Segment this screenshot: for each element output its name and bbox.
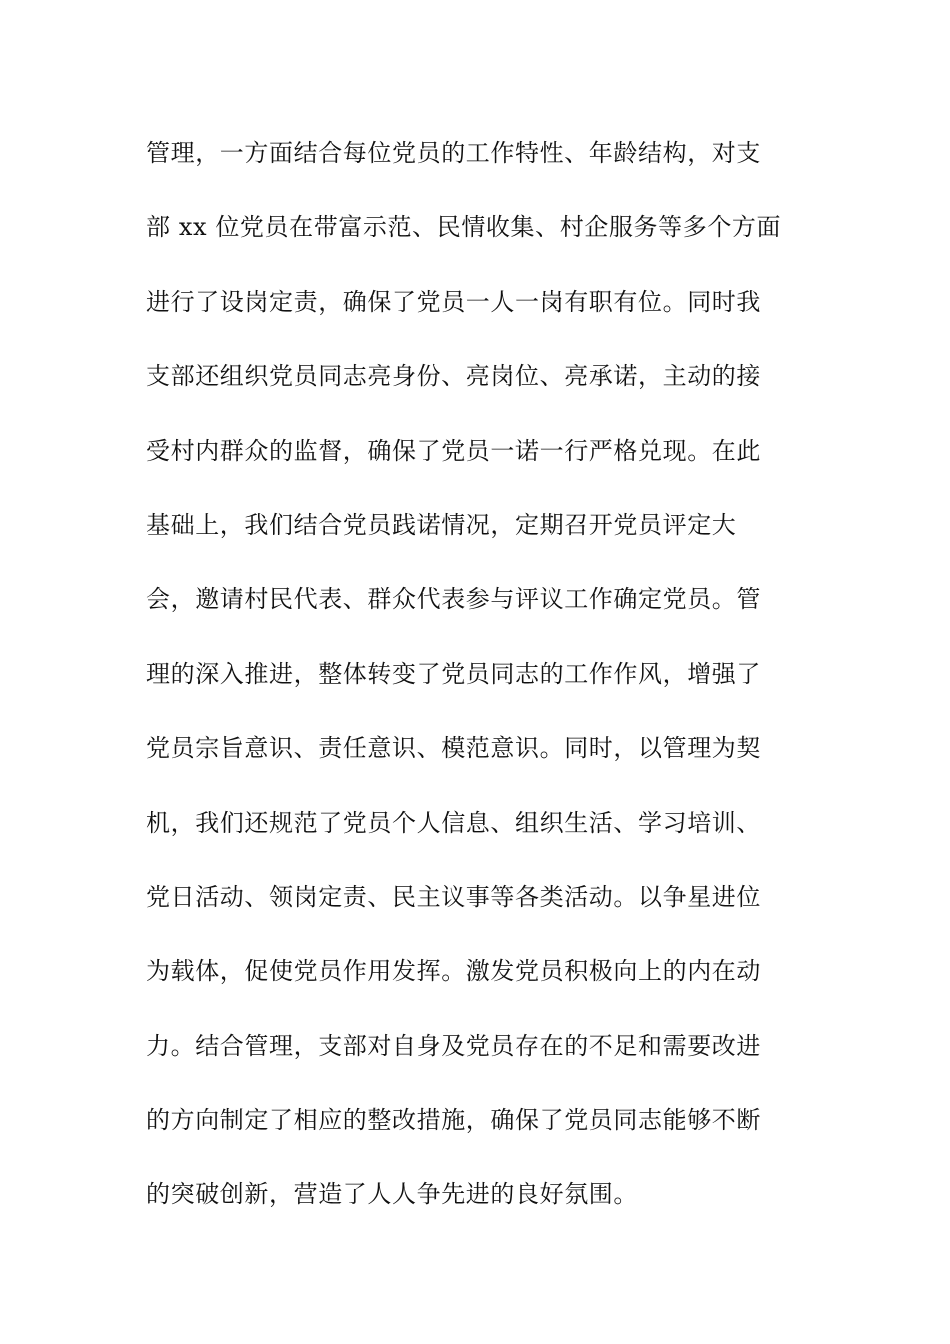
paragraph-line: 机，我们还规范了党员个人信息、组织生活、学习培训、 — [146, 808, 761, 837]
paragraph-line: 会，邀请村民代表、群众代表参与评议工作确定党员。管 — [146, 585, 761, 614]
paragraph-line: 管理，一方面结合每位党员的工作特性、年龄结构，对支 — [146, 139, 761, 167]
paragraph-line: 支部还组织党员同志亮身份、亮岗位、亮承诺，主动的接 — [146, 362, 761, 391]
paragraph-line: 的方向制定了相应的整改措施，确保了党员同志能够不断 — [146, 1106, 761, 1135]
paragraph-line: 基础上，我们结合党员践诺情况，定期召开党员评定大 — [146, 510, 737, 539]
body-paragraph — [146, 128, 806, 1244]
paragraph-line: 为载体，促使党员作用发挥。激发党员积极向上的内在动 — [146, 957, 761, 986]
paragraph-line: 部 xx 位党员在带富示范、民情收集、村企服务等多个方面 — [146, 213, 782, 242]
paragraph-line: 党日活动、领岗定责、民主议事等各类活动。以争星进位 — [146, 882, 761, 911]
paragraph-line: 力。结合管理，支部对自身及党员存在的不足和需要改进 — [146, 1031, 761, 1060]
paragraph-line: 的突破创新，营造了人人争先进的良好氛围。 — [146, 1180, 638, 1209]
paragraph-line: 党员宗旨意识、责任意识、模范意识。同时，以管理为契 — [146, 734, 761, 763]
paragraph-line: 理的深入推进，整体转变了党员同志的工作作风，增强了 — [146, 659, 761, 688]
paragraph-line: 进行了设岗定责，确保了党员一人一岗有职有位。同时我 — [146, 287, 761, 316]
paragraph-line: 受村内群众的监督，确保了党员一诺一行严格兑现。在此 — [146, 436, 761, 465]
